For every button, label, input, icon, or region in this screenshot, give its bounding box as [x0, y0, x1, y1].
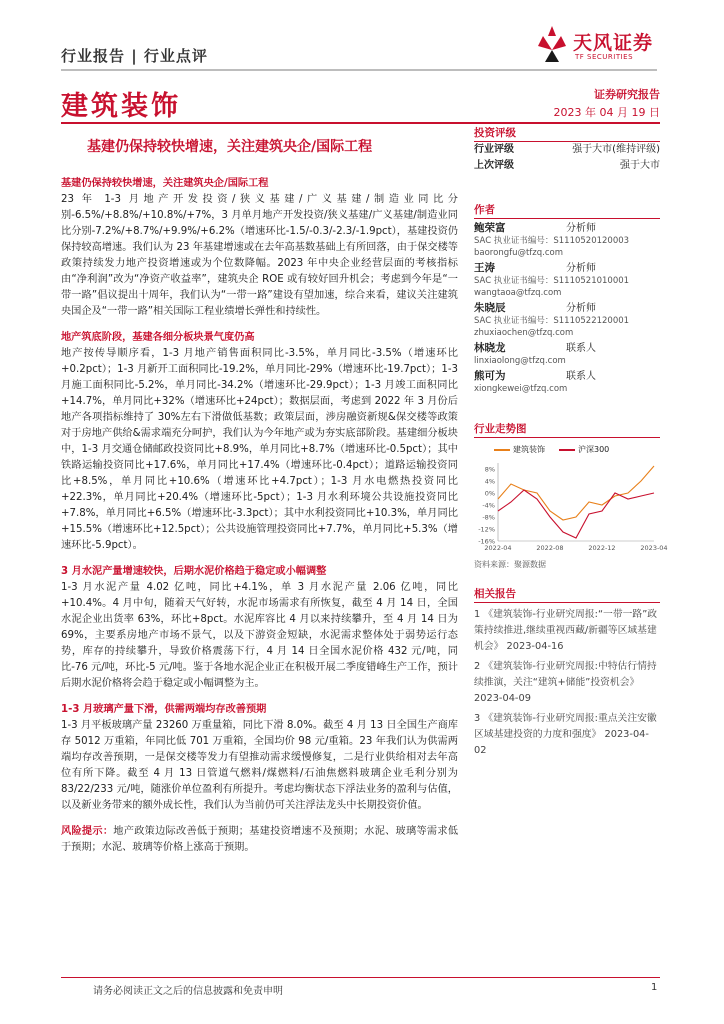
- chart-source: 资料来源：聚源数据: [474, 560, 546, 569]
- section-body: 地产按传导顺序看，1-3 月地产销售面积同比-3.5%，单月同比-3.5%（增速环比+0.2pct）；1-3 月新开工面积同比-19.2%，单月同比-29%（增速环比-19.7pct）；1-3 月施工面积同比-5.2%，单月同比-34.2%（增速环比-29.9pct）；1-3 月竣工面积同比+14.7%，单月同比+32%（增速环比+24pct）；数据层面，考虑到 2022 年 3 月份后地产各项指标维持了 30%左右下滑做低基数；政策层面，涉房融资新规&保交楼等政策对于房地产供给&需求端充分呵护，我们认为今年地产或为夯实底部阶段。基建细分板块中，1-3 月交通仓储邮政投资同比+8.9%，单月同比+8.7%（增速环比-0.5pct）；其中铁路运输投资同比+17.6%，单月同比+17.4%（增速环比-0.4pct）；道路运输投资同比+8.5%，单月同比+10.6%（增速环比+4.7pct）；1-3 月水电燃热投资同比+22.3%，单月同比+20.4%（增速环比-5pct）；1-3 月水利环境公共设施投资同比+7.8%，单月同比+6.5%（增速环比-3.3pct）；其中水利投资同比+10.3%，单月同比+15.5%（增速环比+12.5pct）；公共设施管理投资同比+7.7%，单月同比+5.3%（增速环比-5.9pct）。: [61, 348, 458, 551]
- author-role: 联系人: [566, 371, 596, 382]
- author-email[interactable]: baorongfu@tfzq.com: [474, 248, 564, 258]
- legend-label: 建筑装饰: [513, 445, 545, 454]
- trend-heading: 行业走势图: [474, 421, 660, 438]
- report-date: 2023 年 04 月 19 日: [553, 106, 660, 119]
- report-category: 行业报告 | 行业点评: [61, 47, 208, 65]
- industry-trend-chart: [474, 457, 668, 557]
- author-entry: [474, 222, 660, 259]
- section-body: 1-3 月平板玻璃产量 23260 万重量箱，同比下滑 8.0%。截至 4 月 13 日全国生产商库存 5012 万重箱，年同比低 701 万重箱，全国均价 98 元/重箱。23 年我们认为供需两端均存改善预期，一是保交楼等发力有望推动需求缓慢修复，二是行业供给相对去年高位有所下降。截至 4 月 13 日管道气燃料/煤燃料/石油焦燃料玻璃企业毛利分别为 83/22/233 元/吨，随涨价单位盈利有所提升。考虑均衡状态下浮法业务的盈利与估值，以及新业务带来的额外成长性，我们认为当前仍可关注浮法龙头中长期投资价值。: [61, 720, 458, 811]
- author-role: 分析师: [566, 223, 596, 234]
- author-sac: SAC 执业证书编号：S1110521010001: [474, 276, 630, 286]
- author-role: 分析师: [566, 263, 596, 274]
- author-name: 林晓龙: [474, 342, 506, 354]
- author-email[interactable]: zhuxiaochen@tfzq.com: [474, 328, 574, 338]
- section-body: 1-3 月水泥产量 4.02 亿吨，同比+4.1%，单 3 月水泥产量 2.06 亿吨，同比+10.4%。4 月中旬，随着天气好转，水泥市场需求有所恢复，截至 4 月 14 日，全国水泥企业出货率 63%，环比+8pct。水泥库容比 4 月以来持续攀升，至 4 月 14 日为 69%，主要系房地产市场不景气，以及下游资金短缺，水泥需求整体处于弱势运行态势，库存的持续攀升，导致价格震荡下行，4 月 14 日全国水泥价格 432 元/吨，同比-76 元/吨，环比-5 元/吨。鉴于各地水泥企业正在积极开展二季度错峰生产工作，预计后期水泥价格将会趋于稳定或小幅调整为主。: [61, 582, 458, 689]
- rating-key: 上次评级: [474, 160, 514, 171]
- rating-row: [474, 142, 660, 158]
- company-logo: [535, 22, 660, 66]
- section-heading: 1-3 月玻璃产量下滑，供需两端均存改善预期: [61, 704, 267, 715]
- y-tick-label: 0%: [484, 489, 495, 498]
- report-title: 基建仍保持较快增速，关注建筑央企/国际工程: [87, 139, 373, 155]
- y-tick-label: 4%: [484, 477, 495, 486]
- sidebar: [474, 122, 668, 759]
- header-divider: [61, 69, 657, 71]
- logo-text-en: TF SECURITIES: [575, 53, 634, 61]
- author-email[interactable]: xiongkewei@tfzq.com: [474, 384, 568, 394]
- risk-label: 风险提示：: [61, 826, 114, 837]
- author-sac: SAC 执业证书编号：S1110522120001: [474, 316, 630, 326]
- x-tick-label: 2022-12: [588, 544, 616, 552]
- author-entry: [474, 342, 660, 367]
- legend-label: 沪深300: [578, 445, 610, 454]
- author-email[interactable]: wangtaoa@tfzq.com: [474, 288, 562, 298]
- author-name: 鲍荣富: [474, 222, 506, 234]
- y-tick-label: -16%: [478, 537, 495, 546]
- legend-item: [559, 444, 609, 455]
- risk-text: 地产政策边际改善低于预期；基建投资增速不及预期；水泥、玻璃等需求低于预期；水泥、玻璃等价格上涨高于预期。: [61, 826, 459, 853]
- section-heading: 地产筑底阶段，基建各细分板块景气度仍高: [61, 332, 255, 343]
- report-type: 证券研究报告: [594, 88, 660, 101]
- logo-text-cn: 天风证券: [573, 32, 654, 54]
- footer-disclaimer: 请务必阅读正文之后的信息披露和免责申明: [93, 986, 283, 997]
- authors-heading: 作者: [474, 202, 660, 219]
- rating-key: 行业评级: [474, 144, 514, 155]
- author-name: 朱晓辰: [474, 302, 506, 314]
- author-entry: [474, 370, 660, 395]
- related-report-item[interactable]: 1 《建筑装饰-行业研究周报:“一带一路”政策持续推进,继续重视西藏/新疆等区域基建机会》 2023-04-16: [474, 609, 658, 652]
- x-tick-label: 2022-04: [484, 544, 512, 552]
- footer-divider: [61, 977, 660, 978]
- legend-item: [494, 444, 545, 455]
- related-report-item[interactable]: 3 《建筑装饰-行业研究周报:重点关注安徽区域基建投资的力度和强度》 2023-04-02: [474, 713, 657, 756]
- author-email[interactable]: linxiaolong@tfzq.com: [474, 356, 566, 366]
- industry-name: 建筑装饰: [61, 91, 181, 122]
- y-tick-label: -8%: [482, 513, 495, 522]
- x-tick-label: 2023-04: [640, 544, 668, 552]
- x-tick-label: 2022-08: [536, 544, 564, 552]
- rating-heading: 投资评级: [474, 125, 660, 142]
- related-report-item[interactable]: 2 《建筑装饰-行业研究周报:中特估行情持续推演，关注“建筑+储能”投资机会》 2023-04-09: [474, 661, 657, 704]
- author-role: 联系人: [566, 343, 596, 354]
- page-number: 1: [651, 982, 658, 993]
- rating-row: [474, 158, 660, 174]
- author-name: 熊可为: [474, 370, 506, 382]
- y-tick-label: -12%: [478, 525, 495, 534]
- section-body: 23 年 1-3 月地产开发投资/狭义基建/广义基建/制造业同比分别-6.5%/+8.8%/+10.8%/+7%，3 月单月地产开发投资/狭义基建/广义基建/制造业同比分别-7.2%/+8.7%/+9.9%/+6.2%（增速环比-1.5/-0.3/-2.3/-1.9pct），基建投资仍保持较高增速。我们认为 23 年基建增速或在去年高基数基础上有所回落，由于保交楼等政策持续发力地产投资增速或为个位数降幅。2023 年中央企业经营层面的考核指标由“净利润”改为“净资产收益率”，建筑央企 ROE 或有较好回升机会；考虑到今年是“一带一路”倡议提出十周年，我们认为“一带一路”建设有望加速，综合来看，建议关注建筑央国企及“一带一路”相关国际工程业绩增长弹性和持续性。: [61, 194, 458, 317]
- author-role: 分析师: [566, 303, 596, 314]
- y-tick-label: 8%: [484, 465, 495, 474]
- rating-value: 强于大市(维持评级): [572, 144, 660, 155]
- y-tick-label: -4%: [482, 501, 495, 510]
- author-name: 王涛: [474, 262, 495, 274]
- risk-warning: [61, 824, 458, 856]
- author-sac: SAC 执业证书编号：S1110520120003: [474, 236, 630, 246]
- section-heading: 基建仍保持较快增速，关注建筑央企/国际工程: [61, 178, 269, 189]
- section-heading: 3 月水泥产量增速较快，后期水泥价格趋于稳定或小幅调整: [61, 566, 327, 577]
- chart-legend: [474, 444, 660, 455]
- series-line-2: [498, 490, 654, 538]
- rating-value: 强于大市: [620, 160, 660, 171]
- logo-mark-icon: [535, 24, 569, 64]
- author-entry: [474, 302, 660, 339]
- author-entry: [474, 262, 660, 299]
- related-heading: 相关报告: [474, 586, 660, 603]
- main-content: [61, 176, 458, 866]
